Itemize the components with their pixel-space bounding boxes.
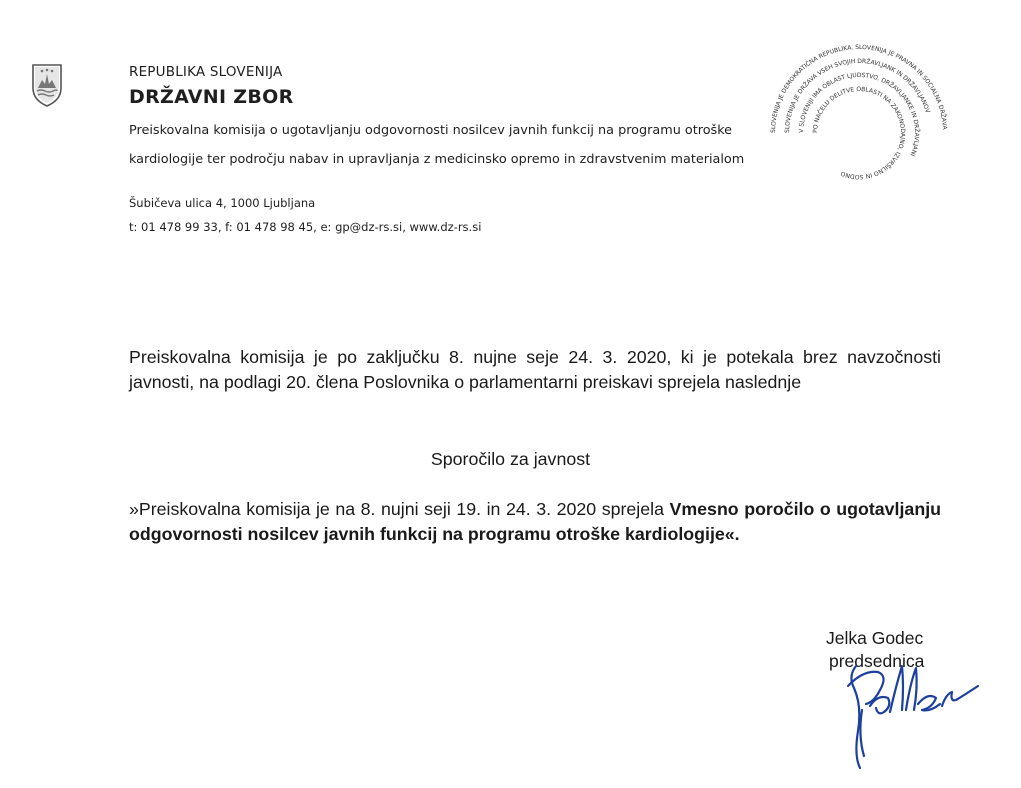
country-name: REPUBLIKA SLOVENIJA — [129, 64, 283, 80]
seal-ring-3: V SLOVENIJI IMA OBLAST LJUDSTVO. DRŽAVLJANKE IN DRŽAVLJANI — [797, 71, 921, 158]
signatory-role: predsednica — [829, 651, 925, 671]
seal-ring-4: PO NAČELU DELITVE OBLASTI NA ZAKONODAJNO, IZVRŠILNO IN SODNO — [811, 85, 907, 181]
intro-paragraph: Preiskovalna komisija je po zaključku 8. nujne seje 24. 3. 2020, ki je potekala brez navzočnosti javnosti, na podlagi 20. člena Poslovnika o parlamentarni preiskavi sprejela naslednje — [129, 347, 941, 392]
seal-ring-1: SLOVENIJA JE DEMOKRATIČNA REPUBLIKA. SLOVENIJA JE PRAVNA IN SOCIALNA DRŽAVA — [769, 43, 948, 134]
seal-ring-2: SLOVENIJA JE DRŽAVA VSEH SVOJIH DRŽAVLJANK IN DRŽAVLJANOV — [783, 57, 931, 134]
signatory-name: Jelka Godec — [826, 628, 924, 648]
statement-paragraph — [129, 497, 941, 547]
statement-text: »Preiskovalna komisija je na 8. nujni seji 19. in 24. 3. 2020 sprejela — [129, 499, 670, 519]
statement-bold-text: Vmesno poročilo o ugotavljanju odgovornosti nosilcev javnih funkcij na programu otroške kardiologije«. — [129, 499, 941, 544]
slovenia-coat-of-arms-icon — [30, 62, 64, 108]
press-release-heading: Sporočilo za javnost — [430, 449, 591, 469]
circular-text-seal-icon — [766, 40, 952, 226]
committee-name-line-2: kardiologije ter področju nabav in upravljanja z medicinsko opremo in zdravstvenim materialom — [129, 152, 745, 167]
handwritten-signature-icon — [818, 646, 998, 776]
institution-name: DRŽAVNI ZBOR — [129, 86, 294, 108]
address: Šubičeva ulica 4, 1000 Ljubljana — [129, 196, 316, 210]
committee-name-line-1: Preiskovalna komisija o ugotavljanju odgovornosti nosilcev javnih funkcij na programu otroške — [129, 123, 733, 138]
contact-info: t: 01 478 99 33, f: 01 478 98 45, e: gp@dz-rs.si, www.dz-rs.si — [129, 220, 482, 234]
